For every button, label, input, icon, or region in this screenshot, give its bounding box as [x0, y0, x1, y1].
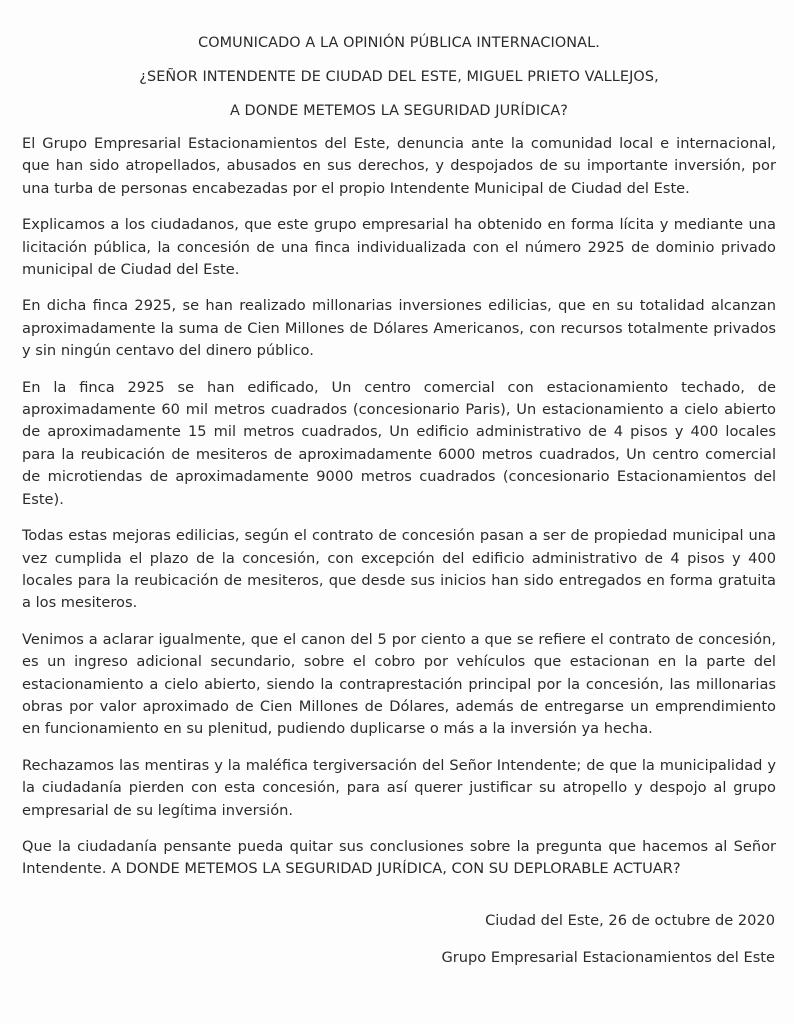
- document-title: COMUNICADO A LA OPINIÓN PÚBLICA INTERNACIONAL.: [198, 35, 600, 51]
- question-line-1: ¿SEÑOR INTENDENTE DE CIUDAD DEL ESTE, MIGUEL PRIETO VALLEJOS,: [139, 69, 659, 85]
- paragraph-conclusion: Que la ciudadanía pensante pueda quitar sus conclusiones sobre la pregunta que hacemos al Señor Intendente. A DONDE METEMOS LA SEGURIDAD JURÍDICA, CON SU DEPLORABLE ACTUAR?: [22, 837, 776, 878]
- paragraph-mejoras: Todas estas mejoras edilicias, según el contrato de concesión pasan a ser de propiedad municipal una vez cumplida el plazo de la concesión, con excepción del edificio administrativo de 4 pisos y 400 locales para la reubicación de mesiteros, que desde sus inicios han sido entregados en forma gratuita a los mesiteros.: [22, 527, 776, 612]
- document-body: [22, 34, 776, 895]
- place-date: Ciudad del Este, 26 de octubre de 2020: [485, 912, 775, 929]
- paragraph-rechazo: Rechazamos las mentiras y la maléfica tergiversación del Señor Intendente; de que la municipalidad y la ciudadanía pierden con esta concesión, para así querer justificar su atropello y despojo al grupo empresarial de su legítima inversión.: [22, 756, 776, 819]
- signature: Grupo Empresarial Estacionamientos del Este: [441, 949, 775, 966]
- paragraph-licitacion: Explicamos a los ciudadanos, que este grupo empresarial ha obtenido en forma lícita y mediante una licitación pública, la concesión de una finca individualizada con el número 2925 de dominio privado municipal de Ciudad del Este.: [22, 216, 776, 279]
- paragraph-canon: Venimos a aclarar igualmente, que el canon del 5 por ciento a que se refiere el contrato de concesión, es un ingreso adicional secundario, sobre el cobro por vehículos que estacionan en la parte del estacionamiento a cielo abierto, siendo la contraprestación principal por la concesión, las millonarias obras por valor aproximado de Cien Millones de Dólares, además de entregarse un emprendimiento en funcionamiento en su plenitud, pudiendo duplicarse o más a la inversión ya hecha.: [22, 630, 776, 738]
- paragraph-list: [22, 133, 776, 881]
- paragraph-edificaciones: En la finca 2925 se han edificado, Un centro comercial con estacionamiento techado, de aproximadamente 60 mil metros cuadrados (concesionario Paris), Un estacionamiento a cielo abierto de aproximadamente 15 mil metros cuadrados, Un edificio administrativo de 4 pisos y 400 locales para la reubicación de mesiteros de aproximadamente 6000 metros cuadrados, Un centro comercial de microtiendas de aproximadamente 9000 metros cuadrados (concesionario Estacionamientos del Este).: [22, 378, 776, 508]
- paragraph-denuncia: El Grupo Empresarial Estacionamientos del Este, denuncia ante la comunidad local e internacional, que han sido atropellados, abusados en sus derechos, y despojados de su importante inversión, por una turba de personas encabezadas por el propio Intendente Municipal de Ciudad del Este.: [22, 135, 776, 197]
- paragraph-inversiones: En dicha finca 2925, se han realizado millonarias inversiones edilicias, que en su totalidad alcanzan aproximadamente la suma de Cien Millones de Dólares Americanos, con recursos totalmente privados y sin ningún centavo del dinero público.: [22, 297, 776, 360]
- question-line-2: A DONDE METEMOS LA SEGURIDAD JURÍDICA?: [229, 103, 569, 119]
